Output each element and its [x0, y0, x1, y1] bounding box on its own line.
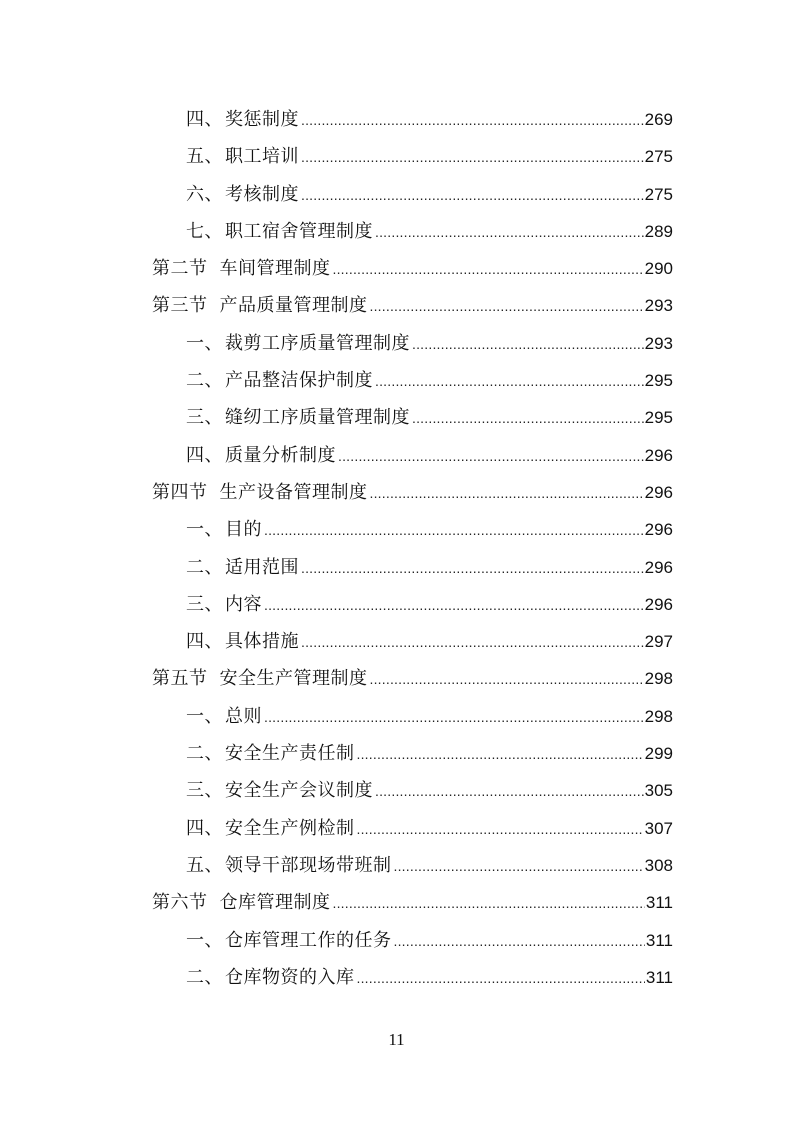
- toc-entry-title: 具体措施: [225, 631, 299, 653]
- toc-page-ref: 296: [644, 557, 673, 577]
- toc-entry-label: [186, 437, 336, 474]
- toc-entry-label: [186, 922, 392, 959]
- toc-page-ref: 311: [645, 893, 673, 913]
- toc-entry-number: 二、: [186, 743, 223, 765]
- toc-dot-leader: [375, 773, 644, 810]
- toc-entry-title: 仓库物资的入库: [225, 966, 355, 988]
- toc-subsection-entry[interactable]: [152, 549, 673, 586]
- toc-entry-label: [186, 623, 299, 660]
- toc-subsection-entry[interactable]: [152, 176, 673, 213]
- toc-subsection-entry[interactable]: [152, 213, 673, 250]
- toc-page-ref: 297: [644, 632, 673, 652]
- toc-entry-label: [186, 847, 392, 884]
- toc-entry-title: 产品质量管理制度: [219, 295, 368, 317]
- toc-page-ref: 298: [644, 669, 673, 689]
- toc-page-ref: 296: [644, 482, 673, 502]
- toc-page-ref: 290: [644, 259, 673, 279]
- toc-page-ref: 296: [644, 445, 673, 465]
- toc-page-ref: 275: [644, 184, 673, 204]
- toc-subsection-entry[interactable]: [152, 847, 673, 884]
- toc-page-ref: 293: [644, 333, 673, 353]
- toc-dot-leader: [264, 699, 644, 736]
- toc-dot-leader: [333, 251, 644, 288]
- toc-subsection-entry[interactable]: [152, 399, 673, 436]
- toc-entry-title: 安全生产管理制度: [219, 668, 368, 690]
- toc-page-ref: 295: [644, 408, 673, 428]
- toc-dot-leader: [338, 438, 644, 475]
- toc-page-ref: 296: [644, 520, 673, 540]
- toc-entry-title: 仓库管理制度: [219, 892, 331, 914]
- toc-page-ref: 275: [644, 147, 673, 167]
- toc-subsection-entry[interactable]: [152, 586, 673, 623]
- toc-entry-number: 第六节: [152, 892, 208, 914]
- toc-entry-title: 产品整洁保护制度: [225, 370, 373, 392]
- toc-subsection-entry[interactable]: [152, 325, 673, 362]
- toc-subsection-entry[interactable]: [152, 437, 673, 474]
- toc-entry-title: 缝纫工序质量管理制度: [225, 407, 410, 429]
- toc-entry-label: [186, 810, 355, 847]
- toc-entry-label: [186, 735, 355, 772]
- toc-entry-label: [186, 549, 299, 586]
- toc-dot-leader: [264, 512, 644, 549]
- toc-entry-number: 四、: [186, 817, 223, 839]
- toc-page-ref: 305: [644, 781, 673, 801]
- toc-entry-label: [152, 474, 368, 511]
- toc-entry-title: 职工培训: [225, 146, 299, 168]
- toc-entry-number: 二、: [186, 966, 223, 988]
- toc-dot-leader: [301, 139, 644, 176]
- toc-entry-title: 仓库管理工作的任务: [225, 929, 392, 951]
- toc-page-ref: 295: [644, 371, 673, 391]
- toc-entry-title: 适用范围: [225, 556, 299, 578]
- toc-entry-title: 车间管理制度: [219, 258, 331, 280]
- toc-page-ref: 298: [644, 706, 673, 726]
- toc-section-entry[interactable]: [152, 287, 673, 324]
- toc-entry-number: 三、: [186, 407, 223, 429]
- toc-subsection-entry[interactable]: [152, 959, 673, 996]
- toc-entry-label: [186, 362, 373, 399]
- toc-subsection-entry[interactable]: [152, 810, 673, 847]
- toc-dot-leader: [370, 661, 644, 698]
- toc-entry-number: 七、: [186, 220, 223, 242]
- toc-entry-title: 目的: [225, 519, 262, 541]
- toc-page-ref: 289: [644, 221, 673, 241]
- toc-entry-label: [152, 287, 368, 324]
- toc-entry-label: [152, 660, 368, 697]
- toc-entry-number: 一、: [186, 519, 223, 541]
- toc-entry-label: [186, 176, 299, 213]
- toc-dot-leader: [264, 587, 644, 624]
- toc-section-entry[interactable]: [152, 250, 673, 287]
- toc-dot-leader: [301, 177, 644, 214]
- toc-page-ref: 269: [644, 110, 673, 129]
- toc-subsection-entry[interactable]: [152, 138, 673, 175]
- toc-dot-leader: [357, 960, 645, 997]
- toc-entry-title: 安全生产会议制度: [225, 780, 373, 802]
- toc-entry-number: 二、: [186, 370, 223, 392]
- toc-subsection-entry[interactable]: [152, 101, 673, 138]
- toc-entry-number: 三、: [186, 593, 223, 615]
- toc-page-ref: 311: [645, 930, 673, 950]
- toc-dot-leader: [301, 102, 644, 139]
- toc-entry-number: 第三节: [152, 295, 208, 317]
- toc-subsection-entry[interactable]: [152, 623, 673, 660]
- toc-entry-label: [186, 586, 262, 623]
- toc-entry-label: [186, 325, 410, 362]
- toc-entry-title: 生产设备管理制度: [219, 481, 368, 503]
- toc-entry-label: [186, 772, 373, 809]
- toc-dot-leader: [357, 736, 644, 773]
- toc-dot-leader: [375, 363, 644, 400]
- toc-entry-number: 第二节: [152, 258, 208, 280]
- toc-entry-number: 一、: [186, 929, 223, 951]
- toc-dot-leader: [357, 811, 644, 848]
- toc-page-ref: 299: [644, 744, 673, 764]
- toc-entry-number: 四、: [186, 631, 223, 653]
- toc-entry-label: [186, 511, 262, 548]
- toc-page-ref: 296: [644, 594, 673, 614]
- toc-entry-title: 内容: [225, 593, 262, 615]
- toc-entry-number: 三、: [186, 780, 223, 802]
- toc-dot-leader: [370, 475, 644, 512]
- toc-entry-number: 四、: [186, 109, 223, 130]
- toc-entry-title: 质量分析制度: [225, 444, 336, 466]
- table-of-contents: [152, 101, 673, 996]
- toc-subsection-entry[interactable]: [152, 362, 673, 399]
- toc-subsection-entry[interactable]: [152, 922, 673, 959]
- toc-dot-leader: [370, 288, 644, 325]
- toc-page-ref: 311: [645, 967, 673, 987]
- toc-dot-leader: [412, 400, 644, 437]
- page-number: 11: [388, 1030, 405, 1049]
- toc-entry-label: [186, 698, 262, 735]
- toc-page-ref: 308: [644, 855, 673, 875]
- toc-entry-number: 一、: [186, 705, 223, 727]
- toc-entry-title: 领导干部现场带班制: [225, 854, 392, 876]
- toc-dot-leader: [412, 326, 644, 363]
- toc-entry-label: [186, 101, 299, 138]
- toc-subsection-entry[interactable]: [152, 772, 673, 809]
- toc-entry-label: [186, 959, 355, 996]
- toc-entry-label: [186, 138, 299, 175]
- toc-entry-title: 奖惩制度: [225, 109, 299, 130]
- toc-dot-leader: [301, 550, 644, 587]
- toc-entry-label: [186, 213, 373, 250]
- toc-dot-leader: [394, 923, 645, 960]
- toc-section-entry[interactable]: [152, 474, 673, 511]
- toc-entry-label: [152, 884, 331, 921]
- toc-dot-leader: [394, 848, 644, 885]
- toc-entry-label: [152, 250, 331, 287]
- toc-page-ref: 293: [644, 296, 673, 316]
- toc-dot-leader: [333, 885, 645, 922]
- toc-entry-title: 安全生产责任制: [225, 743, 355, 765]
- toc-entry-title: 安全生产例检制: [225, 817, 355, 839]
- toc-dot-leader: [375, 214, 644, 251]
- toc-entry-number: 五、: [186, 146, 223, 168]
- toc-section-entry[interactable]: [152, 884, 673, 921]
- toc-subsection-entry[interactable]: [152, 698, 673, 735]
- toc-entry-number: 四、: [186, 444, 223, 466]
- toc-entry-title: 总则: [225, 705, 262, 727]
- toc-section-entry[interactable]: [152, 660, 673, 697]
- toc-dot-leader: [301, 624, 644, 661]
- toc-entry-number: 二、: [186, 556, 223, 578]
- toc-entry-number: 第五节: [152, 668, 208, 690]
- toc-entry-title: 职工宿舍管理制度: [225, 220, 373, 242]
- toc-entry-number: 六、: [186, 183, 223, 205]
- toc-entry-number: 一、: [186, 332, 223, 354]
- toc-entry-label: [186, 399, 410, 436]
- toc-subsection-entry[interactable]: [152, 735, 673, 772]
- toc-entry-number: 五、: [186, 854, 223, 876]
- toc-page-ref: 307: [644, 818, 673, 838]
- toc-subsection-entry[interactable]: [152, 511, 673, 548]
- toc-entry-title: 裁剪工序质量管理制度: [225, 332, 410, 354]
- toc-entry-number: 第四节: [152, 481, 208, 503]
- toc-entry-title: 考核制度: [225, 183, 299, 205]
